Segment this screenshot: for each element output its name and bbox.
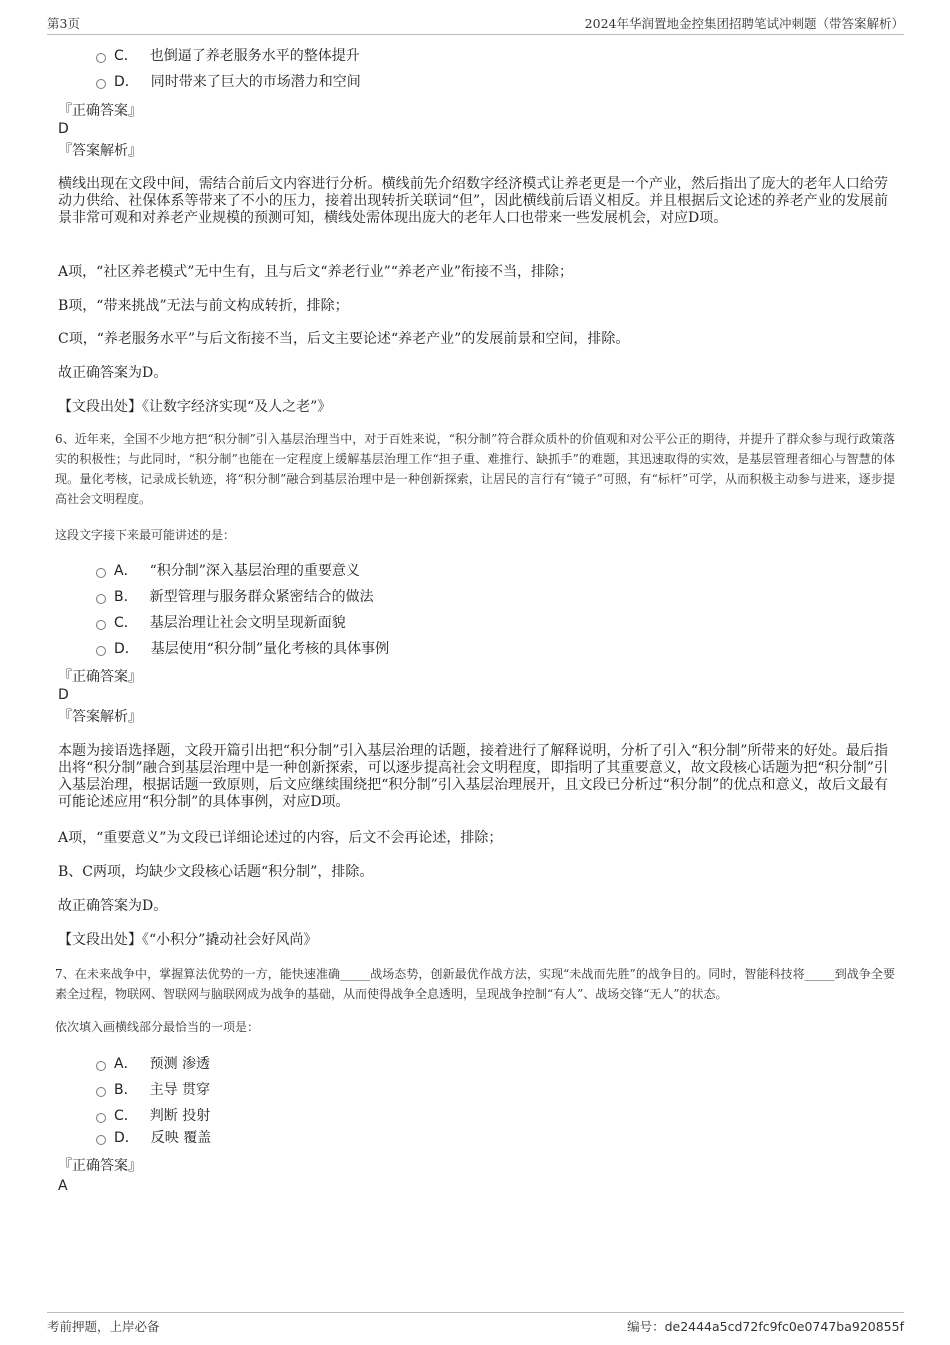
- q7-option-d[interactable]: D． 反映 覆盖: [96, 1128, 211, 1148]
- q5-source: 【文段出处】《让数字经济实现“及人之老”》: [58, 399, 332, 415]
- q5-conclusion: 故正确答案为D。: [58, 365, 168, 381]
- q6-a-line: A项，“重要意义”为文段已详细论述过的内容，后文不会再论述，排除；: [58, 830, 503, 846]
- radio-icon[interactable]: [96, 79, 106, 89]
- page-footer: [47, 1312, 904, 1334]
- q6-prompt: 这段文字接下来最可能讲述的是：: [55, 528, 236, 542]
- q7-answer: A: [58, 1178, 68, 1194]
- radio-icon[interactable]: [96, 620, 106, 630]
- q6-stem: 6、近年来，全国不少地方把“积分制”引入基层治理当中，对于百姓来说，“积分制”符合群众质朴的价值观和对公平公正的期待，并提升了群众参与现行政策落实的积极性；与此同时，“积分制”也能在一定程度上缓解基层治理工作“担子重、难推行、缺抓手”的难题，其迅速取得的实效，是基层管理者细心与智慧的体现。量化考核，记录成长轨迹，将“积分制”融合到基层治理中是一种创新探索，让居民的言行有“镜子”可照，有“标杆”可学，从而积极主动参与进来，逐步提高社会文明程度。: [55, 432, 895, 506]
- q5-b-line: B项，“带来挑战”无法与前文构成转折，排除；: [58, 298, 349, 314]
- page-header: [47, 14, 904, 35]
- q6-analysis: 本题为接语选择题，文段开篇引出把“积分制”引入基层治理的话题，接着进行了解释说明，分析了引入“积分制”所带来的好处。最后指出将“积分制”融合到基层治理中是一种创新探索，可以逐步提高社会文明程度，即指明了其重要意义，故文段核心话题为把“积分制”引入基层治理，根据话题一致原则，后文应继续围绕把“积分制”引入基层治理展开，且文段已分析过“积分制”的优点和意义，故后文最有可能论述应用“积分制”的具体事例，对应D项。: [58, 743, 888, 810]
- q6-answer: D: [58, 687, 69, 703]
- q5-analysis-tag: 『答案解析』: [58, 143, 142, 159]
- radio-icon[interactable]: [96, 53, 106, 63]
- q6-analysis-tag: 『答案解析』: [58, 709, 142, 725]
- q5-analysis: 横线出现在文段中间，需结合前后文内容进行分析。横线前先介绍数字经济模式让养老更是一个产业，然后指出了庞大的老年人口给劳动力供给、社保体系等带来了不小的压力，接着出现转折关联词“但”，因此横线前后语义相反。并且根据后文论述的养老产业的发展前景非常可观和对养老产业规模的预测可知，横线处需体现出庞大的老年人口也带来一些发展机会，对应D项。: [58, 176, 888, 226]
- radio-icon[interactable]: [96, 594, 106, 604]
- q6-source: 【文段出处】《“小积分”撬动社会好风尚》: [58, 932, 318, 948]
- q6-option-b[interactable]: B． 新型管理与服务群众紧密结合的做法: [96, 587, 374, 607]
- page-number: 第3页: [47, 16, 80, 31]
- q6-option-a[interactable]: A． “积分制”深入基层治理的重要意义: [96, 561, 360, 581]
- radio-icon[interactable]: [96, 1087, 106, 1097]
- document-code: 编号：de2444a5cd72fc9fc0e0747ba920855f: [627, 1319, 904, 1334]
- q5-answer: D: [58, 121, 69, 137]
- radio-icon[interactable]: [96, 568, 106, 578]
- q6-option-c[interactable]: C． 基层治理让社会文明呈现新面貌: [96, 613, 346, 633]
- q5-answer-tag: 『正确答案』: [58, 103, 142, 119]
- radio-icon[interactable]: [96, 1135, 106, 1145]
- q7-option-a[interactable]: A． 预测 渗透: [96, 1054, 210, 1074]
- q6-option-d[interactable]: D． 基层使用“积分制”量化考核的具体事例: [96, 639, 389, 659]
- q7-answer-tag: 『正确答案』: [58, 1158, 142, 1174]
- q5-option-c[interactable]: C． 也倒逼了养老服务水平的整体提升: [96, 46, 360, 66]
- radio-icon[interactable]: [96, 1061, 106, 1071]
- q7-option-c[interactable]: C． 判断 投射: [96, 1106, 210, 1126]
- q6-conclusion: 故正确答案为D。: [58, 898, 168, 914]
- radio-icon[interactable]: [96, 1113, 106, 1123]
- q7-prompt: 依次填入画横线部分最恰当的一项是：: [55, 1020, 260, 1034]
- q6-bc-line: B、C两项，均缺少文段核心话题“积分制”，排除。: [58, 864, 374, 880]
- q5-c-line: C项，“养老服务水平”与后文衔接不当，后文主要论述“养老产业”的发展前景和空间，排除。: [58, 331, 630, 347]
- q7-option-b[interactable]: B． 主导 贯穿: [96, 1080, 210, 1100]
- q6-answer-tag: 『正确答案』: [58, 669, 142, 685]
- radio-icon[interactable]: [96, 646, 106, 656]
- q5-option-d[interactable]: D． 同时带来了巨大的市场潜力和空间: [96, 72, 361, 92]
- q5-a-line: A项，“社区养老模式”无中生有，且与后文“养老行业”“养老产业”衔接不当，排除；: [58, 264, 574, 280]
- footer-slogan: 考前押题，上岸必备: [47, 1319, 160, 1334]
- q7-stem: 7、在未来战争中，掌握算法优势的一方，能快速准确_____战场态势，创新最优作战方法，实现“未战而先胜”的战争目的。同时，智能科技将_____到战争全要素全过程，物联网、智联网与脑联网成为战争的基础，从而使得战争全息透明，呈现战争控制“有人”、战场交锋“无人”的状态。: [55, 967, 895, 1001]
- document-title: 2024年华润置地金控集团招聘笔试冲刺题（带答案解析）: [584, 16, 904, 31]
